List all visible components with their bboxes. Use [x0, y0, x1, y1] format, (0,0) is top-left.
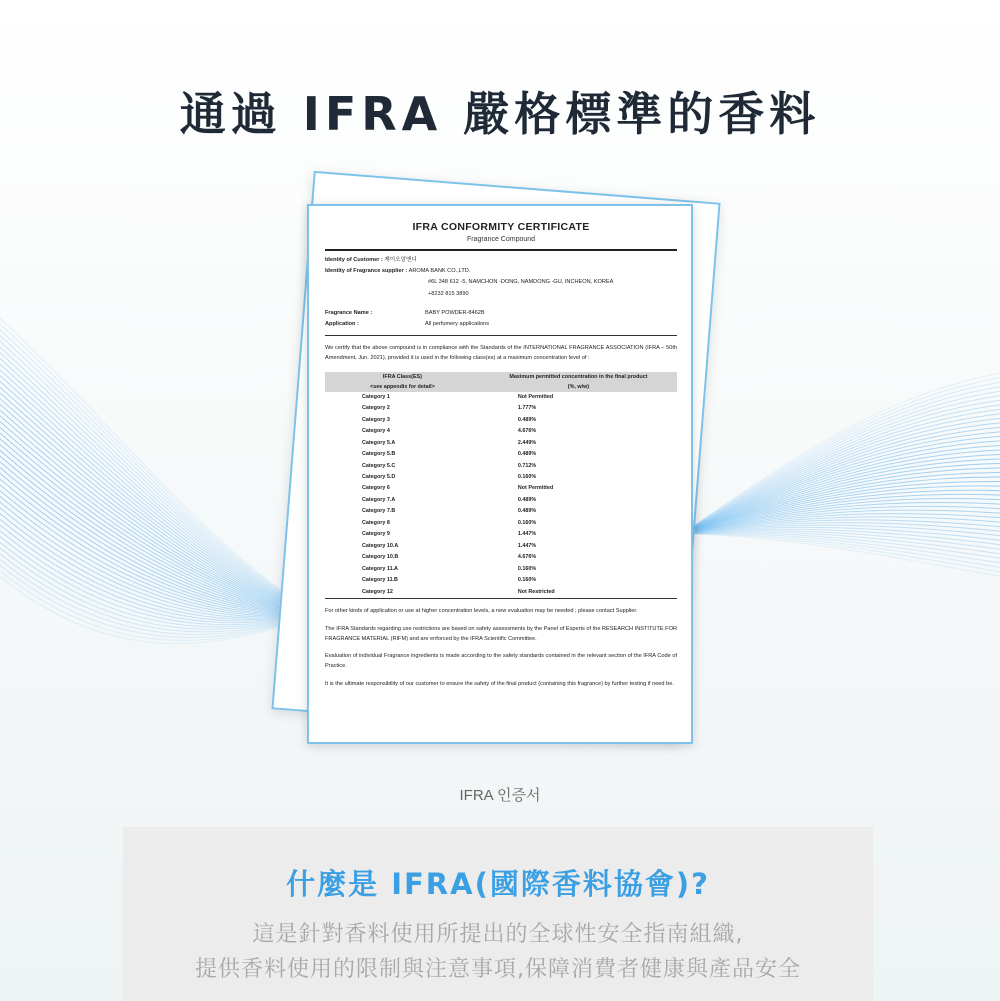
divider	[325, 335, 677, 336]
supplier-address: #6L 348 612 -5, NAMCHON -DONG, NAMDONG -GU, INCHEON, KOREA	[428, 279, 614, 286]
category-name: Category 4	[362, 428, 390, 435]
ifra-info-box	[123, 827, 873, 1001]
class-column-subheader: <see appendix for detail>	[370, 383, 435, 390]
table-row	[325, 495, 677, 506]
category-concentration: 1.447%	[517, 531, 537, 538]
table-row	[325, 518, 677, 529]
category-concentration: Not Restricted	[517, 588, 555, 595]
table-row	[325, 426, 677, 437]
page-title: 通過 IFRA 嚴格標準的香料	[179, 87, 821, 141]
customer-row	[325, 255, 677, 266]
category-concentration: 0.160%	[517, 565, 537, 572]
table-row	[325, 483, 677, 494]
category-concentration: 4.676%	[517, 554, 537, 561]
fragrance-name-value: BABY POWDER-8462B	[425, 309, 485, 316]
fragrance-name-row	[325, 308, 677, 319]
category-name: Category 11.A	[362, 565, 398, 572]
table-row	[325, 541, 677, 552]
category-name: Category 1	[362, 393, 390, 400]
category-concentration: Not Permitted	[517, 393, 554, 400]
category-concentration: 1.447%	[517, 542, 537, 549]
category-concentration: 0.489%	[517, 451, 537, 458]
category-name: Category 10.A	[362, 542, 399, 549]
concentration-column-header: Maximum permitted concentration in the final product	[509, 373, 648, 380]
category-concentration: 0.160%	[517, 519, 537, 526]
category-name: Category 5.D	[362, 473, 396, 480]
table-row	[325, 403, 677, 414]
divider	[325, 249, 677, 251]
category-name: Category 10.B	[362, 554, 399, 561]
category-name: Category 11.B	[362, 577, 398, 584]
category-name: Category 8	[362, 519, 390, 526]
category-name: Category 7.B	[362, 508, 396, 515]
category-concentration: 0.489%	[517, 508, 537, 515]
compliance-statement: We certify that the above compound is in compliance with the Standards of the INTERNATIONAL FRAGRANCE ASSOCIATION (IFRA – 50th Amendment, Jun. 2021), provided it is used in the following class(es) at a maximum concentration level of :	[325, 345, 677, 362]
concentration-column-subheader: (%, w/w)	[567, 383, 590, 390]
category-name: Category 2	[362, 405, 390, 412]
divider	[325, 598, 677, 599]
table-header-row	[325, 382, 677, 392]
note-rifm: The IFRA Standards regarding use restrictions are based on safety assessments by the Panel of Experts of the RESEARCH INSTITUTE FOR FRAGRANCE MATERIAL (RIFM) and are enforced by the IFRA Scientific Committee.	[325, 625, 677, 642]
table-row	[325, 529, 677, 540]
customer-value: 제이오알앤디	[384, 257, 417, 263]
note-customer-responsibility: It is the ultimate responsibility of our customer to ensure the safety of the final product (containing this fragrance) by further testing if need be.	[325, 680, 674, 687]
category-concentration: 0.489%	[517, 496, 537, 503]
customer-label: Identity of Customer :	[325, 257, 383, 263]
certificate	[307, 204, 693, 744]
category-concentration: 4.676%	[517, 428, 537, 435]
note-code-of-practice: Evaluation of individual Fragrance ingredients is made according to the safety standards contained in the relevant section of the IFRA Code of Practice.	[325, 653, 677, 670]
info-description-line: 提供香料使用的限制與注意事項,保障消費者健康與產品安全	[195, 957, 801, 982]
certificate-info	[325, 255, 677, 330]
supplier-label: Identity of Fragrance supplier :	[325, 268, 408, 275]
table-row	[325, 438, 677, 449]
table-row	[325, 449, 677, 460]
category-name: Category 5.A	[362, 439, 396, 446]
certificate-subtitle: Fragrance Compound	[466, 236, 536, 243]
table-row	[325, 564, 677, 575]
supplier-phone: +8232 815 3890	[428, 290, 469, 297]
category-name: Category 12	[362, 588, 393, 595]
note-further-evaluation: For other kinds of application or use at higher concentration levels, a new evaluation may be needed ; please contact Supplier.	[325, 607, 638, 614]
category-name: Category 9	[362, 531, 390, 538]
info-heading: 什麼是 IFRA(國際香料協會)?	[286, 867, 710, 901]
category-concentration: 0.712%	[517, 462, 537, 469]
certificate-caption: IFRA 인증서	[459, 787, 541, 804]
table-row	[325, 415, 677, 426]
table-body	[325, 392, 677, 598]
table-row	[325, 472, 677, 483]
application-label: Application :	[325, 321, 359, 328]
table-row	[325, 552, 677, 563]
certificate-title: IFRA CONFORMITY CERTIFICATE	[412, 221, 590, 233]
category-name: Category 5.C	[362, 462, 396, 469]
info-description-line: 這是針對香料使用所提出的全球性安全指南組織,	[252, 922, 744, 947]
fragrance-name-label: Fragrance Name :	[325, 309, 373, 316]
category-name: Category 7.A	[362, 496, 396, 503]
table-row	[325, 575, 677, 586]
supplier-name: AROMA BANK CO.,LTD.	[408, 268, 471, 275]
category-concentration: 0.160%	[517, 577, 537, 584]
category-concentration: 0.489%	[517, 416, 537, 423]
table-row	[325, 392, 677, 403]
category-concentration: 0.160%	[517, 473, 537, 480]
category-name: Category 3	[362, 416, 390, 423]
category-name: Category 6	[362, 485, 390, 492]
category-name: Category 5.B	[362, 451, 396, 458]
ifra-class-table	[325, 372, 677, 598]
supplier-row	[325, 266, 677, 277]
application-row	[325, 319, 677, 330]
category-concentration: 1.777%	[517, 405, 537, 412]
table-row	[325, 587, 677, 598]
category-concentration: 2.449%	[517, 439, 537, 446]
table-header-row	[325, 372, 677, 382]
table-row	[325, 506, 677, 517]
class-column-header: IFRA Class(ES)	[382, 373, 422, 380]
category-concentration: Not Permitted	[517, 485, 554, 492]
application-value: All perfumery applications	[425, 321, 490, 328]
table-row	[325, 461, 677, 472]
